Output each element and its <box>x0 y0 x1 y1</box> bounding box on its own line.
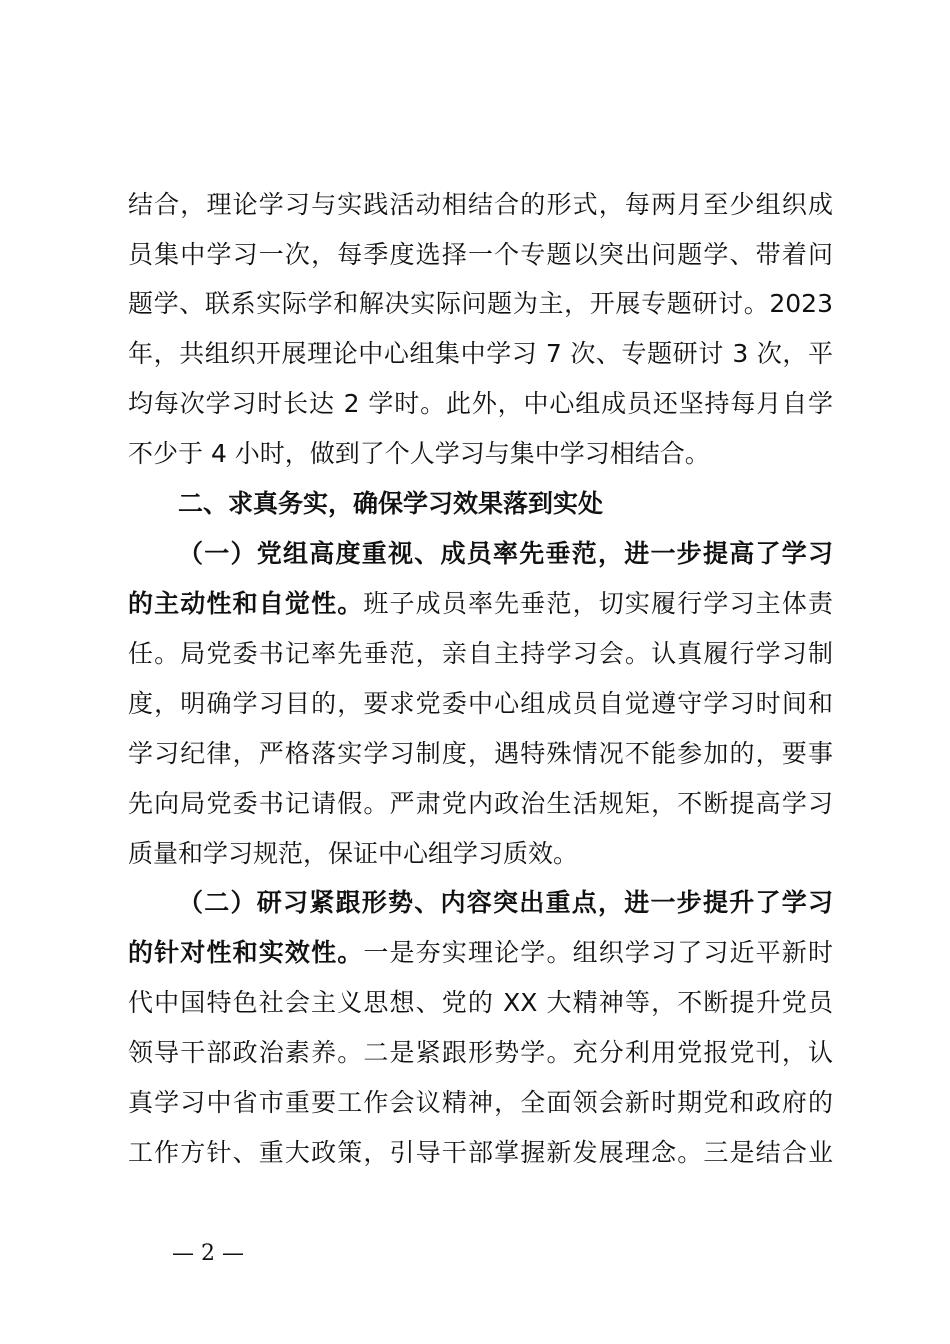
paragraph-line: 度，明确学习目的，要求党委中心组成员自觉遵守学习时间和 <box>128 689 833 718</box>
subsection-heading-1: （一）党组高度重视、成员率先垂范，进一步提高了学习 <box>178 539 833 568</box>
paragraph-line: 工作方针、重大政策，引导干部掌握新发展理念。三是结合业 <box>128 1138 833 1167</box>
paragraph-line: 学习纪律，严格落实学习制度，遇特殊情况不能参加的，要事 <box>128 739 833 768</box>
paragraph-line <box>128 584 833 624</box>
paragraph-line: 先向局党委书记请假。严肃党内政治生活规矩，不断提高学习 <box>128 789 833 818</box>
paragraph-line: 结合，理论学习与实践活动相结合的形式，每两月至少组织成 <box>128 190 833 219</box>
paragraph-line: 代中国特色社会主义思想、党的 XX 大精神等，不断提升党员 <box>128 988 833 1017</box>
page-number: — 2 — <box>172 1241 244 1266</box>
paragraph-line: 均每次学习时长达 2 学时。此外，中心组成员还坚持每月自学 <box>128 389 833 418</box>
paragraph-line: 任。局党委书记率先垂范，亲自主持学习会。认真履行学习制 <box>128 639 833 668</box>
paragraph-text: 班子成员率先垂范，切实履行学习主体责 <box>363 589 833 618</box>
paragraph-line <box>128 933 833 973</box>
paragraph-line: 题学、联系实际学和解决实际问题为主，开展专题研讨。2023 <box>128 289 833 318</box>
subsection-heading-2-end: 的针对性和实效性。 <box>128 938 364 967</box>
paragraph-line: 领导干部政治素养。二是紧跟形势学。充分利用党报党刊，认 <box>128 1038 833 1067</box>
paragraph-text: 一是夯实理论学。组织学习了习近平新时 <box>363 938 833 967</box>
section-heading: 二、求真务实，确保学习效果落到实处 <box>178 489 604 518</box>
paragraph-line: 员集中学习一次，每季度选择一个专题以突出问题学、带着问 <box>128 240 833 269</box>
subsection-heading-2: （二）研习紧跟形势、内容突出重点，进一步提升了学习 <box>178 888 833 917</box>
paragraph-line: 真学习中省市重要工作会议精神，全面领会新时期党和政府的 <box>128 1088 833 1117</box>
paragraph-line: 质量和学习规范，保证中心组学习质效。 <box>128 839 579 868</box>
paragraph-line: 不少于 4 小时，做到了个人学习与集中学习相结合。 <box>128 439 710 468</box>
paragraph-line: 年，共组织开展理论中心组集中学习 7 次、专题研讨 3 次，平 <box>128 339 833 368</box>
subsection-heading-1-end: 的主动性和自觉性。 <box>128 589 364 618</box>
